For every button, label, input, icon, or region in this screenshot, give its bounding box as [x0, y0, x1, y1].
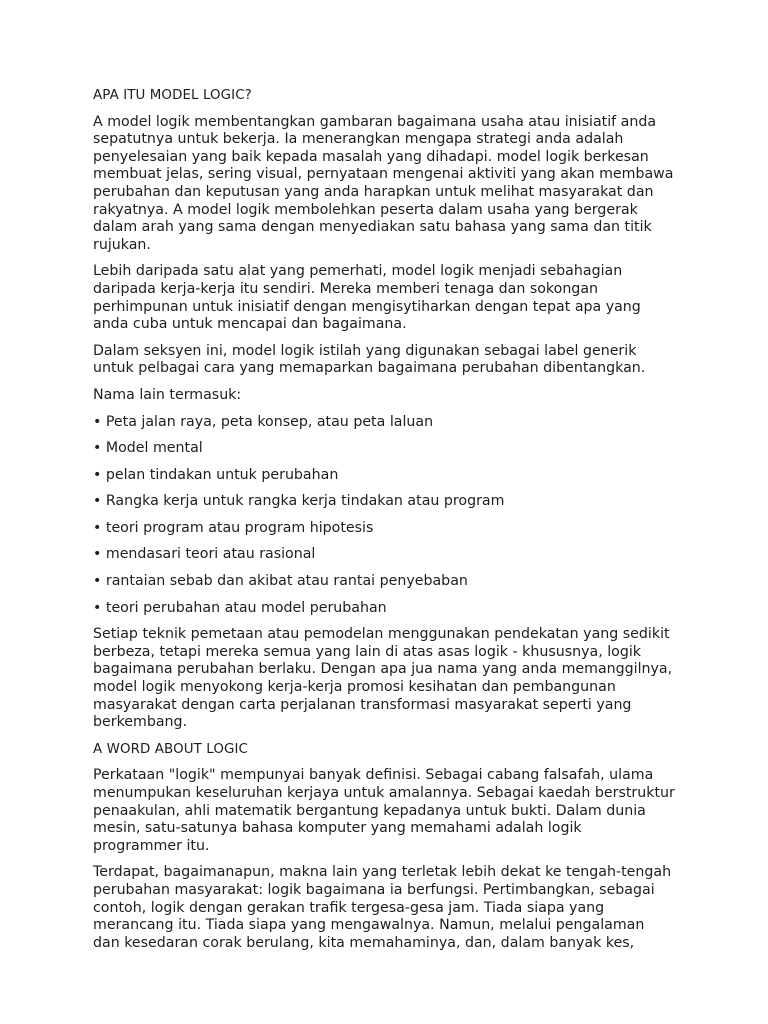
bullet-item: • mendasari teori atau rasional [93, 546, 316, 563]
paragraph-intro: A model logik membentangkan gambaran bagaimana usaha atau inisiatif anda sepatutnya untuk bekerja. Ia menerangkan mengapa strategi anda adalah penyelesaian yang baik kepada masalah yang dihadapi. model logik berkesan membuat jelas, sering visual, pernyataan mengenai aktiviti yang akan membawa perubahan dan keputusan yang anda harapkan untuk melihat masyarakat dan rakyatnya. A model logik membolehkan peserta dalam usaha yang bergerak dalam arah yang sama dengan menyediakan satu bahasa yang sama dan titik rujukan. [93, 113, 674, 253]
bullet-item: • Rangka kerja untuk rangka kerja tindakan atau program [93, 493, 505, 510]
bullet-item: • teori perubahan atau model perubahan [93, 599, 387, 616]
section-heading-model-logic: APA ITU MODEL LOGIC? [93, 88, 252, 103]
document-page [93, 87, 683, 961]
bullet-item: • pelan tindakan untuk perubahan [93, 466, 339, 483]
paragraph-section-term: Dalam seksyen ini, model logik istilah yang digunakan sebagai label generik untuk pelbagai cara yang memaparkan bagaimana perubahan dibentangkan. [93, 342, 646, 377]
bullet-item: • rantaian sebab dan akibat atau rantai penyebaban [93, 573, 468, 590]
paragraph-logic-definitions: Perkataan "logik" mempunyai banyak definisi. Sebagai cabang falsafah, ulama menumpukan keseluruhan kerjaya untuk amalannya. Sebagai kaedah berstruktur penaakulan, ahli matematik bergantung kepadanya untuk bukti. Dalam dunia mesin, satu-satunya bahasa komputer yang memahami adalah logik programmer itu. [93, 767, 675, 854]
bullet-item: • Model mental [93, 440, 203, 457]
paragraph-tool: Lebih daripada satu alat yang pemerhati, model logik menjadi sebahagian daripada kerja-kerja itu sendiri. Mereka memberi tenaga dan sokongan perhimpunan untuk inisiatif dengan mengisytiharkan dengan tepat apa yang anda cuba untuk mencapai dan bagaimana. [93, 263, 641, 333]
paragraph-other-names: Nama lain termasuk: [93, 386, 242, 403]
section-heading-word-about-logic: A WORD ABOUT LOGIC [93, 741, 248, 757]
bullet-item: • teori program atau program hipotesis [93, 519, 374, 536]
bullet-item: • Peta jalan raya, peta konsep, atau peta laluan [93, 413, 434, 430]
paragraph-mapping: Setiap teknik pemetaan atau pemodelan menggunakan pendekatan yang sedikit berbeza, tetapi mereka semua yang lain di atas asas logik - khususnya, logik bagaimana perubahan berlaku. Dengan apa jua nama yang anda memanggilnya, model logik menyokong kerja-kerja promosi kesihatan dan pembangunan masyarakat dengan carta perjalanan transformasi masyarakat seperti yang berkembang. [93, 626, 673, 731]
paragraph-logic-meaning: Terdapat, bagaimanapun, makna lain yang terletak lebih dekat ke tengah-tengah perubahan masyarakat: logik bagaimana ia berfungsi. Pertimbangkan, sebagai contoh, logik dengan gerakan trafik tergesa-gesa jam. Tiada siapa yang merancang itu. Tiada siapa yang mengawalnya. Namun, melalui pengalaman dan kesedaran corak berulang, kita memahaminya, dan, dalam banyak kes, [93, 864, 672, 951]
